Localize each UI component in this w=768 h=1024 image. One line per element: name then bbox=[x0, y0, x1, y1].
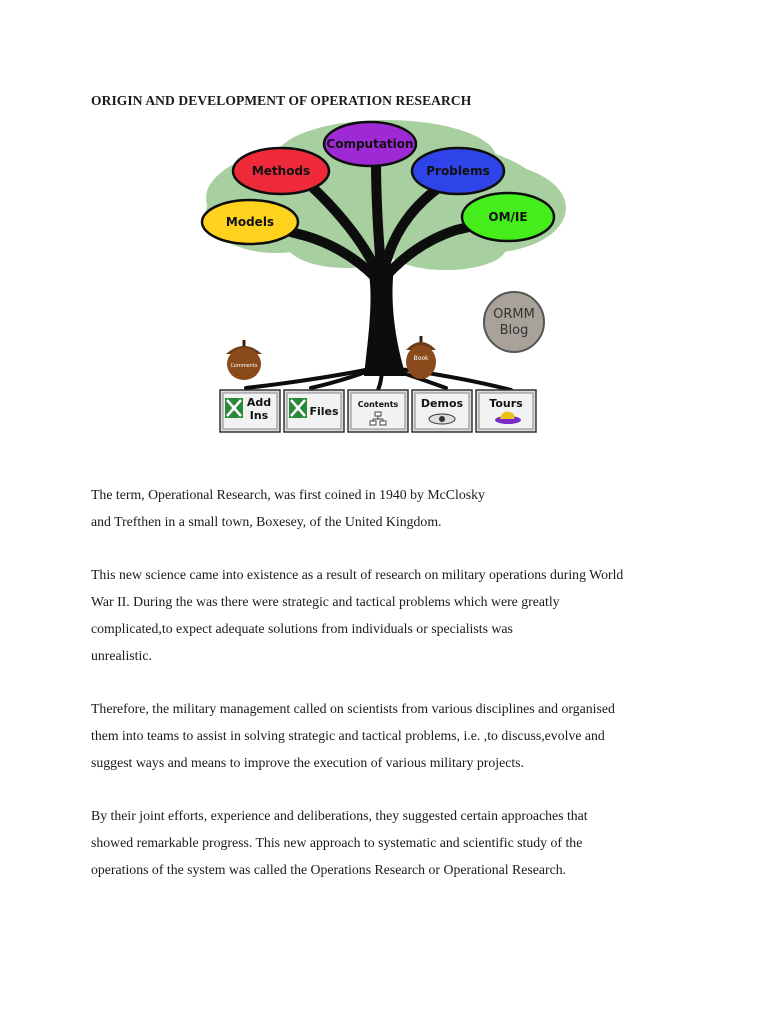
button-files[interactable] bbox=[284, 390, 344, 432]
button-demos[interactable] bbox=[412, 390, 472, 432]
figure-buttons bbox=[220, 390, 536, 432]
paragraph-2 bbox=[91, 561, 623, 669]
branch-label-problems: Problems bbox=[426, 164, 490, 178]
paragraph-line: and Trefthen in a small town, Boxesey, of the United Kingdom. bbox=[91, 514, 442, 529]
branch-label-methods: Methods bbox=[251, 164, 311, 178]
acorn-comments-label: Comments bbox=[230, 363, 258, 369]
paragraph-line: operations of the system was called the Operations Research or Operational Research. bbox=[91, 862, 567, 877]
paragraph-line: showed remarkable progress. This new approach to systematic and scientific study of the bbox=[91, 835, 583, 850]
branch-label-omie: OM/IE bbox=[488, 210, 528, 224]
button-add-ins[interactable] bbox=[220, 390, 280, 432]
paragraph-line: The term, Operational Research, was first coined in 1940 by McClosky bbox=[91, 487, 485, 502]
ormm-blog-badge[interactable] bbox=[484, 292, 544, 352]
paragraph-line: unrealistic. bbox=[91, 648, 152, 663]
paragraph-4 bbox=[91, 802, 588, 883]
blog-badge-line-1: ORMM bbox=[493, 307, 535, 322]
tree-trunk bbox=[364, 268, 406, 376]
acorn-book[interactable] bbox=[406, 336, 436, 379]
paragraph-3 bbox=[91, 695, 615, 776]
button-add-ins-line-2: Ins bbox=[249, 409, 269, 422]
branch-label-models: Models bbox=[225, 215, 275, 229]
paragraph-line: suggest ways and means to improve the execution of various military projects. bbox=[91, 755, 524, 770]
paragraph-line: Therefore, the military management called on scientists from various disciplines and organised bbox=[91, 701, 615, 716]
branch-oval-omie[interactable] bbox=[462, 193, 554, 241]
branch-oval-models[interactable] bbox=[202, 200, 298, 244]
excel-x-icon bbox=[225, 398, 243, 418]
paragraph-line: complicated,to expect adequate solutions from individuals or specialists was bbox=[91, 621, 513, 636]
button-contents[interactable] bbox=[348, 390, 408, 432]
button-contents-label: Contents bbox=[357, 400, 399, 409]
blog-badge-line-2: Blog bbox=[499, 323, 529, 338]
button-add-ins-line-1: Add bbox=[246, 396, 272, 409]
button-tours-label: Tours bbox=[489, 397, 523, 410]
acorn-book-label: Book bbox=[413, 355, 429, 362]
paragraph-line: them into teams to assist in solving strategic and tactical problems, i.e. ,to discuss,evolve and bbox=[91, 728, 605, 743]
branch-oval-methods[interactable] bbox=[233, 148, 329, 194]
or-tree-figure bbox=[196, 118, 572, 438]
paragraph-1 bbox=[91, 481, 485, 535]
button-demos-label: Demos bbox=[420, 397, 464, 410]
button-tours[interactable] bbox=[476, 390, 536, 432]
paragraph-line: By their joint efforts, experience and deliberations, they suggested certain approaches that bbox=[91, 808, 588, 823]
button-files-label: Files bbox=[309, 405, 339, 418]
paragraph-line: War II. During the was there were strategic and tactical problems which were greatly bbox=[91, 594, 560, 609]
branch-oval-computation[interactable] bbox=[324, 122, 416, 166]
branch-oval-problems[interactable] bbox=[412, 148, 504, 194]
page-title: ORIGIN AND DEVELOPMENT OF OPERATION RESEARCH bbox=[91, 93, 472, 108]
branch-label-computation: Computation bbox=[326, 137, 414, 151]
acorn-comments[interactable] bbox=[226, 340, 262, 380]
eye-icon bbox=[429, 414, 455, 424]
excel-x-icon bbox=[289, 398, 307, 418]
paragraph-line: This new science came into existence as a result of research on military operations during World bbox=[91, 567, 624, 582]
